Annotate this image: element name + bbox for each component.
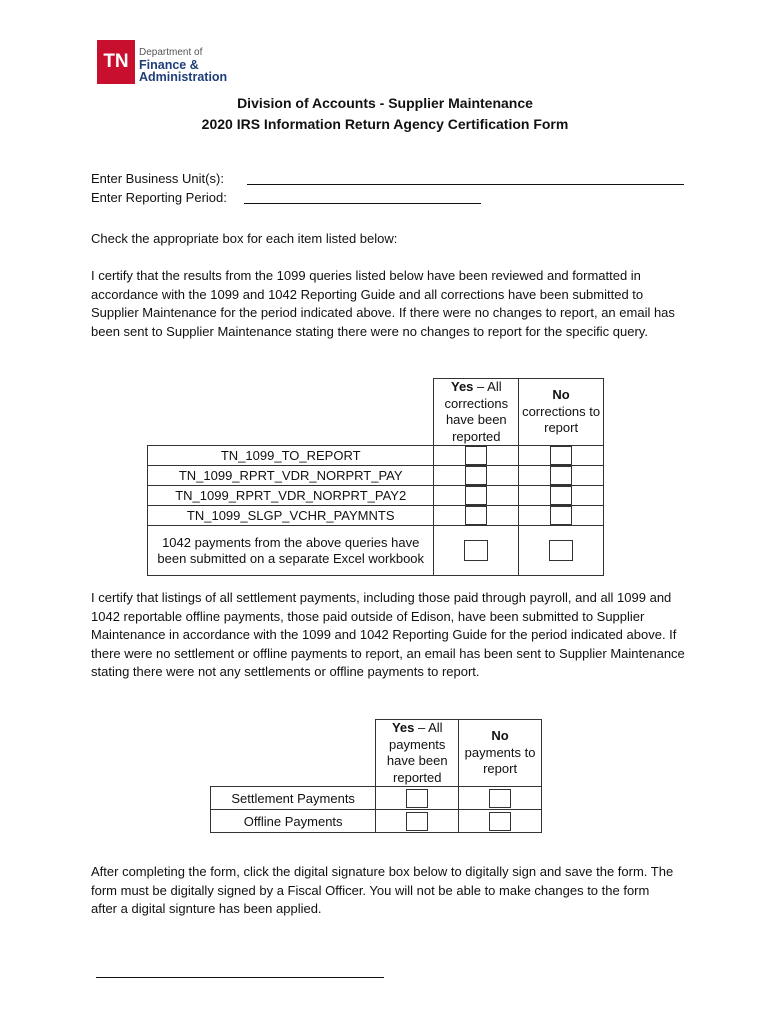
no-checkbox[interactable] [550,506,572,525]
yes-label: Yes [451,379,474,394]
signature-instructions: After completing the form, click the digital signature box below to digitally sign and save the form. The form must be digitally signed by a Fiscal Officer. You will not be able to make changes to the form after a digital signture has been applied. [91,864,674,916]
form-title-line-2: 2020 IRS Information Return Agency Certification Form [201,116,569,132]
yes-checkbox[interactable] [465,506,487,525]
table-row [148,506,604,526]
yes-checkbox[interactable] [465,466,487,485]
certification-paragraph-2: I certify that listings of all settlement payments, including those paid through payroll, and all 1099 and 1042 reportable offline payments, those paid outside of Edison, have been submitted to Supplier Maintenance in accordance with the 1099 and 1042 Reporting Guide for the period indicated above. If there were no settlement or offline payments to report, an email has been sent to Supplier Maintenance stating there were not any settlements or offline payments to report. [91,590,685,679]
table-row [211,787,542,810]
no-description: corrections to report [522,403,601,436]
certification-paragraph-1: I certify that the results from the 1099 queries listed below have been reviewed and formatted in accordance with the 1099 and 1042 Reporting Guide and all corrections have been submitted to Supplier Maintenance for the period indicated above. If there were no changes to report, an email has been sent to Supplier Maintenance stating there were no changes to report for the specific query. [91,268,675,339]
logo-line-3: Administration [139,70,228,84]
no-label: No [491,728,509,744]
table-row [148,446,604,466]
yes-checkbox[interactable] [464,540,488,561]
no-checkbox[interactable] [550,466,572,485]
yes-description: – All corrections have been reported [444,379,509,444]
payment-type: Offline Payments [211,810,376,833]
table-row [148,486,604,506]
table-row [148,526,604,576]
instruction-text: Check the appropriate box for each item listed below: [91,231,398,246]
yes-description: – All payments have been reported [386,720,448,785]
query-name: TN_1099_TO_REPORT [148,446,434,466]
no-checkbox[interactable] [550,486,572,505]
table-row [148,466,604,486]
logo-text [139,47,227,83]
business-unit-input[interactable] [247,184,684,185]
query-name: TN_1099_RPRT_VDR_NORPRT_PAY [148,466,434,486]
payment-type: Settlement Payments [211,787,376,810]
no-checkbox[interactable] [489,812,511,831]
no-checkbox[interactable] [550,446,572,465]
no-label: No [552,387,570,403]
business-unit-label: Enter Business Unit(s): [91,171,224,186]
tn-logo-mark: TN [97,40,135,84]
no-checkbox[interactable] [489,789,511,808]
query-name: TN_1099_RPRT_VDR_NORPRT_PAY2 [148,486,434,506]
yes-checkbox[interactable] [465,446,487,465]
table-row [211,810,542,833]
no-column-header [519,379,604,446]
yes-checkbox[interactable] [465,486,487,505]
reporting-period-label: Enter Reporting Period: [91,190,227,205]
digital-signature-field[interactable] [96,977,384,978]
no-description: payments to report [464,744,536,777]
no-column-header [459,720,542,787]
yes-column-header [434,379,519,446]
reporting-period-input[interactable] [244,203,481,204]
query-name: 1042 payments from the above queries have been submitted on a separate Excel workbook [148,526,434,576]
yes-checkbox[interactable] [406,789,428,808]
logo-line-2: Finance & [139,58,199,72]
query-certification-table [147,378,604,576]
agency-logo [97,40,237,86]
form-title-line-1: Division of Accounts - Supplier Maintenance [237,95,533,111]
payments-certification-table [210,719,542,833]
no-checkbox[interactable] [549,540,573,561]
query-name: TN_1099_SLGP_VCHR_PAYMNTS [148,506,434,526]
logo-line-1: Department of [139,47,203,58]
yes-checkbox[interactable] [406,812,428,831]
yes-column-header [376,720,459,787]
yes-label: Yes [391,720,415,735]
